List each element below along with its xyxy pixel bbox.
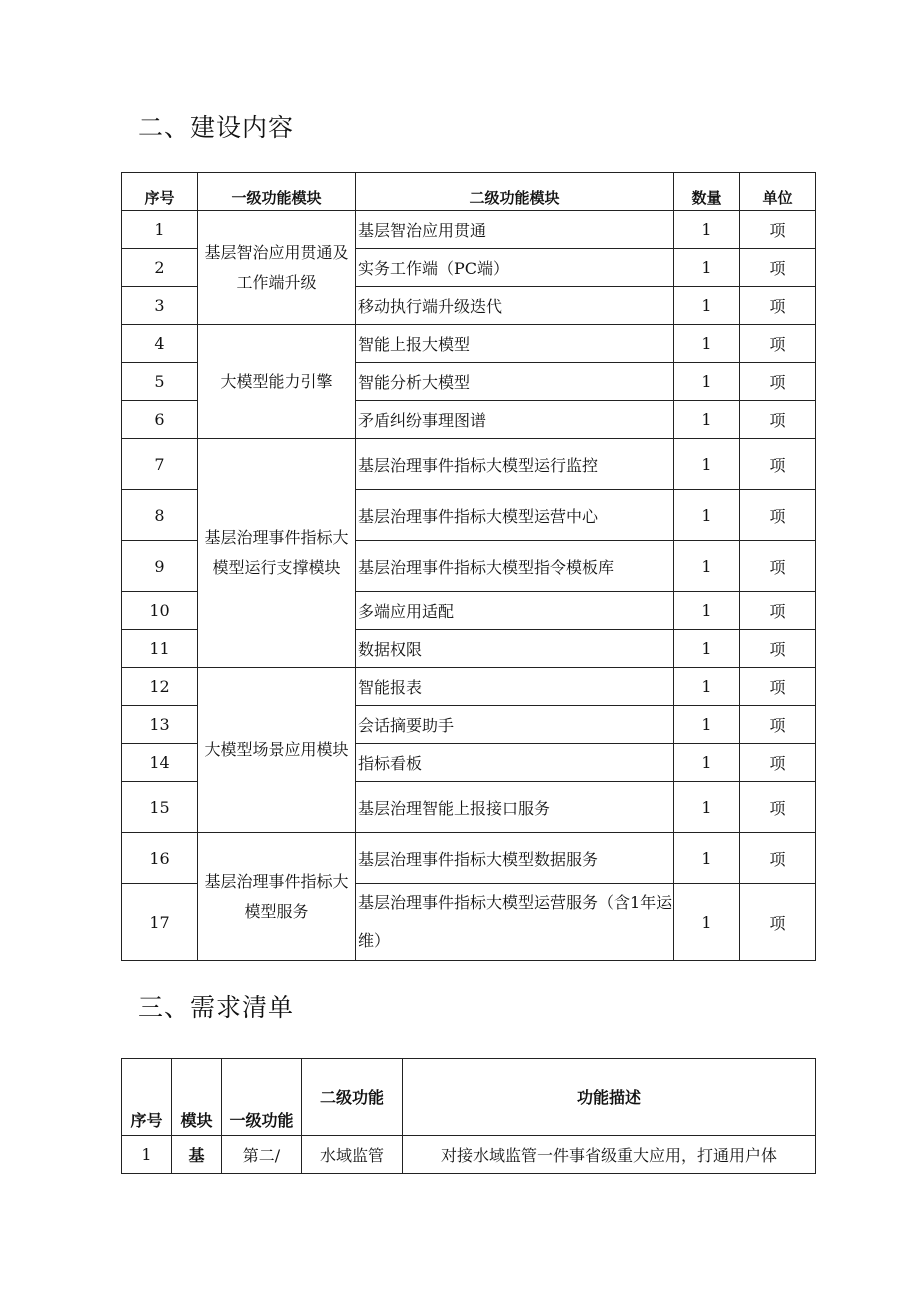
row-seq: 13: [122, 706, 198, 744]
section-3-heading: 三、需求清单: [138, 993, 295, 1022]
row-seq: 1: [122, 1136, 172, 1174]
row-seq: 16: [122, 833, 198, 884]
section-2-heading: 二、建设内容: [138, 113, 295, 142]
row-seq: 11: [122, 630, 198, 668]
row-seq: 3: [122, 287, 198, 325]
row-qty: 1: [674, 592, 740, 630]
row-func2: 水域监管: [302, 1136, 403, 1174]
row-seq: 12: [122, 668, 198, 706]
row-qty: 1: [674, 439, 740, 490]
row-seq: 17: [122, 884, 198, 961]
group-cell: 大模型场景应用模块: [198, 668, 356, 833]
row-qty: 1: [674, 833, 740, 884]
row-unit: 项: [740, 439, 816, 490]
row-qty: 1: [674, 249, 740, 287]
row-qty: 1: [674, 782, 740, 833]
row-seq: 1: [122, 211, 198, 249]
header-unit: 单位: [740, 173, 816, 211]
requirements-table: [121, 1058, 816, 1174]
row-qty: 1: [674, 211, 740, 249]
group-cell: 基层智治应用贯通及工作端升级: [198, 211, 356, 325]
row-item: 移动执行端升级迭代: [356, 287, 674, 325]
row-qty: 1: [674, 287, 740, 325]
row-unit: 项: [740, 668, 816, 706]
row-seq: 7: [122, 439, 198, 490]
row-module: 基: [172, 1136, 222, 1174]
table-row: [122, 211, 816, 249]
table-header-row: [122, 1059, 816, 1136]
row-unit: 项: [740, 884, 816, 961]
header-qty: 数量: [674, 173, 740, 211]
row-qty: 1: [674, 325, 740, 363]
table-row: [122, 668, 816, 706]
row-unit: 项: [740, 744, 816, 782]
row-unit: 项: [740, 782, 816, 833]
row-qty: 1: [674, 744, 740, 782]
row-unit: 项: [740, 287, 816, 325]
row-unit: 项: [740, 249, 816, 287]
row-item: 基层治理事件指标大模型数据服务: [356, 833, 674, 884]
row-item: 矛盾纠纷事理图谱: [356, 401, 674, 439]
header-func1: 一级功能: [222, 1059, 302, 1136]
row-item: 基层智治应用贯通: [356, 211, 674, 249]
row-item: 多端应用适配: [356, 592, 674, 630]
row-qty: 1: [674, 706, 740, 744]
row-unit: 项: [740, 490, 816, 541]
row-func1: 第二/: [222, 1136, 302, 1174]
table-row: [122, 1136, 816, 1174]
group-cell: 基层治理事件指标大模型服务: [198, 833, 356, 961]
row-qty: 1: [674, 884, 740, 961]
row-unit: 项: [740, 833, 816, 884]
row-unit: 项: [740, 630, 816, 668]
row-unit: 项: [740, 325, 816, 363]
header-module1: 一级功能模块: [198, 173, 356, 211]
row-item: 基层治理事件指标大模型运营中心: [356, 490, 674, 541]
row-item: 智能报表: [356, 668, 674, 706]
row-item: 指标看板: [356, 744, 674, 782]
row-qty: 1: [674, 630, 740, 668]
row-qty: 1: [674, 401, 740, 439]
row-seq: 15: [122, 782, 198, 833]
row-item: 会话摘要助手: [356, 706, 674, 744]
row-item: 基层治理智能上报接口服务: [356, 782, 674, 833]
row-seq: 14: [122, 744, 198, 782]
row-seq: 8: [122, 490, 198, 541]
header-func2: 二级功能: [302, 1059, 403, 1136]
row-seq: 2: [122, 249, 198, 287]
header-module2: 二级功能模块: [356, 173, 674, 211]
table-header-row: [122, 173, 816, 211]
row-unit: 项: [740, 541, 816, 592]
row-qty: 1: [674, 490, 740, 541]
row-seq: 10: [122, 592, 198, 630]
row-item: 智能上报大模型: [356, 325, 674, 363]
row-unit: 项: [740, 592, 816, 630]
table-row: [122, 325, 816, 363]
row-qty: 1: [674, 668, 740, 706]
row-item: 基层治理事件指标大模型运行监控: [356, 439, 674, 490]
header-module: 模块: [172, 1059, 222, 1136]
row-seq: 6: [122, 401, 198, 439]
row-desc: 对接水域监管一件事省级重大应用，打通用户体: [403, 1136, 816, 1174]
header-desc: 功能描述: [403, 1059, 816, 1136]
row-item: 实务工作端（PC端）: [356, 249, 674, 287]
header-seq: 序号: [122, 1059, 172, 1136]
row-qty: 1: [674, 363, 740, 401]
row-seq: 9: [122, 541, 198, 592]
row-item: 智能分析大模型: [356, 363, 674, 401]
row-seq: 4: [122, 325, 198, 363]
row-unit: 项: [740, 401, 816, 439]
row-unit: 项: [740, 363, 816, 401]
row-item: 数据权限: [356, 630, 674, 668]
table-row: [122, 439, 816, 490]
construction-content-table: [121, 172, 816, 961]
header-seq: 序号: [122, 173, 198, 211]
row-qty: 1: [674, 541, 740, 592]
group-cell: 大模型能力引擎: [198, 325, 356, 439]
row-unit: 项: [740, 211, 816, 249]
row-seq: 5: [122, 363, 198, 401]
row-unit: 项: [740, 706, 816, 744]
table-row: [122, 833, 816, 884]
row-item: 基层治理事件指标大模型运营服务（含1年运维）: [356, 884, 674, 961]
group-cell: 基层治理事件指标大模型运行支撑模块: [198, 439, 356, 668]
row-item: 基层治理事件指标大模型指令模板库: [356, 541, 674, 592]
